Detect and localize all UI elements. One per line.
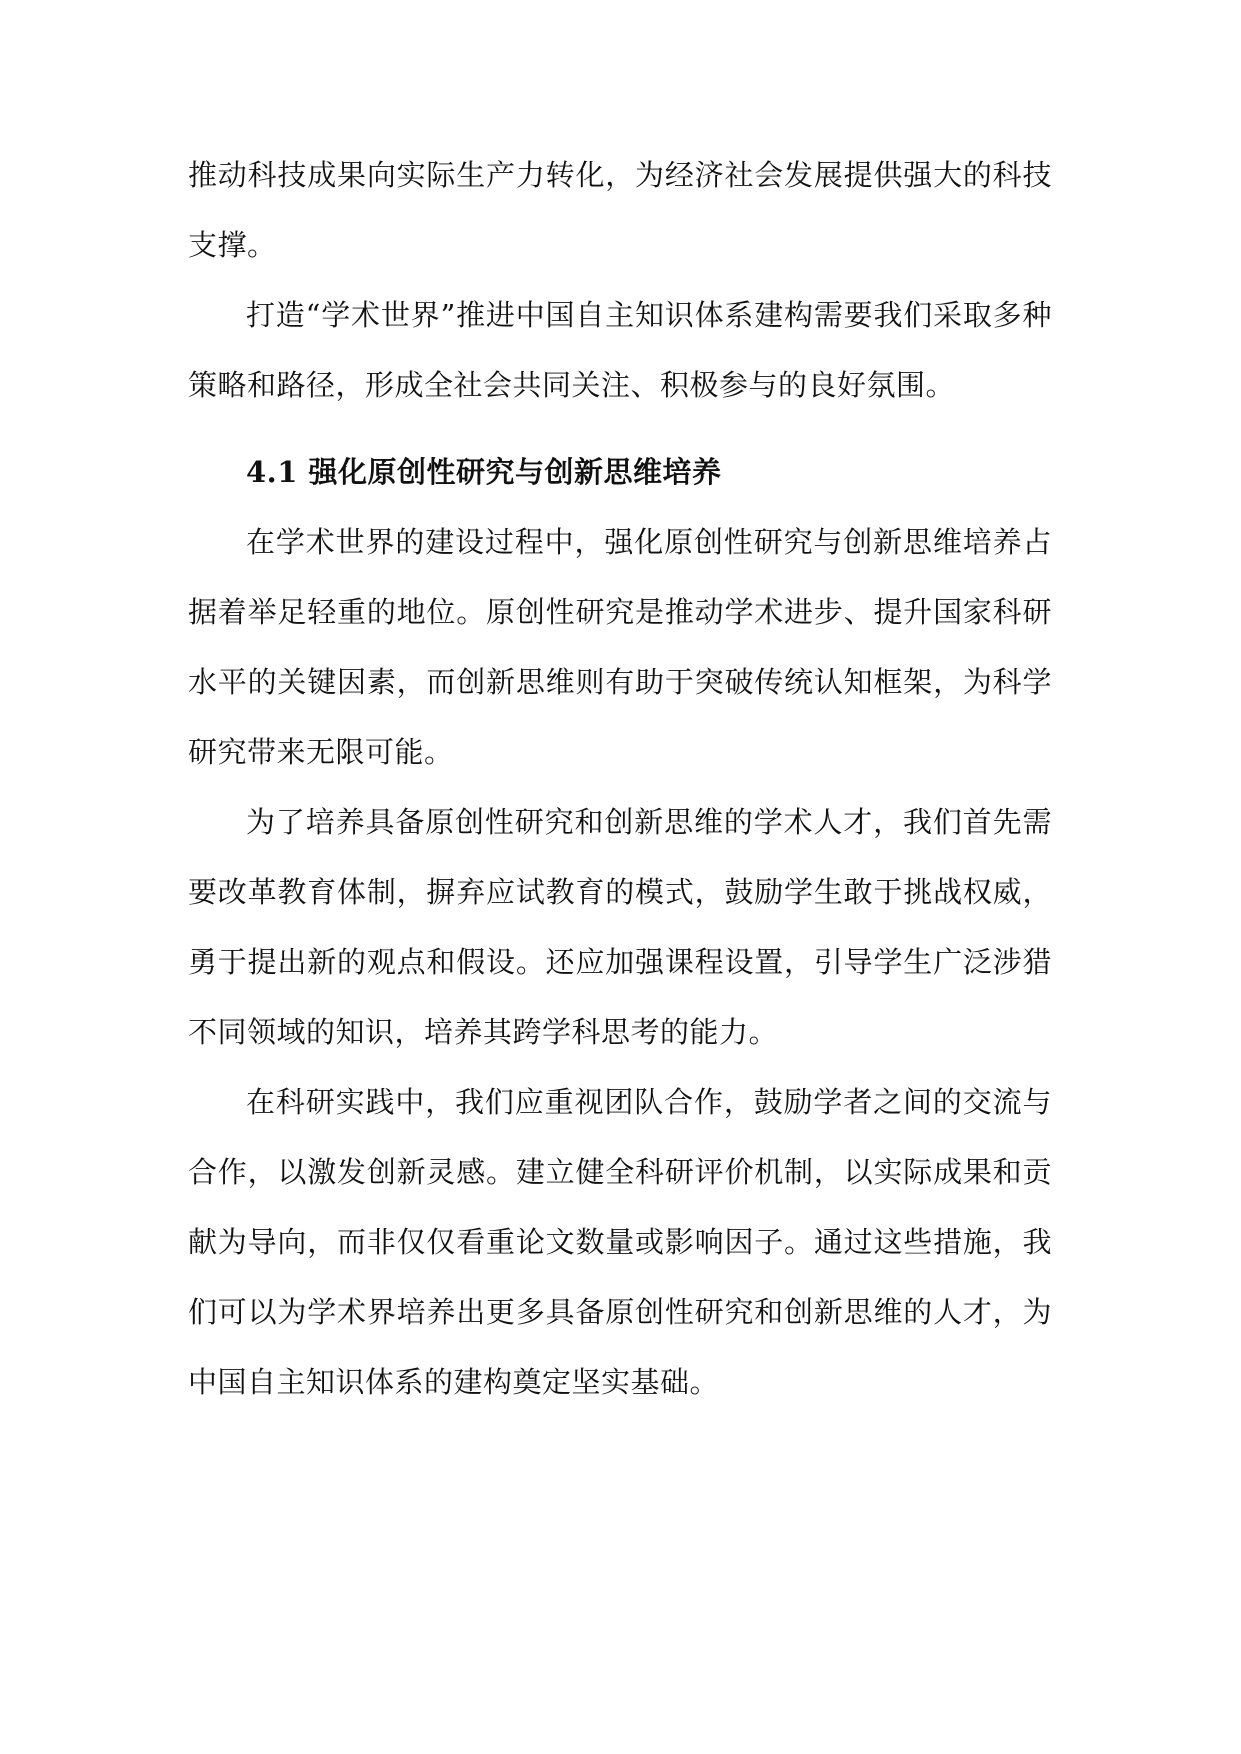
paragraph-section-1: 在学术世界的建设过程中，强化原创性研究与创新思维培养占据着举足轻重的地位。原创性研究是推动学术进步、提升国家科研水平的关键因素，而创新思维则有助于突破传统认知框架，为科学研究带来无限可能。 [188, 525, 1052, 769]
paragraph-section-3: 在科研实践中，我们应重视团队合作，鼓励学者之间的交流与合作，以激发创新灵感。建立健全科研评价机制，以实际成果和贡献为导向，而非仅仅看重论文数量或影响因子。通过这些措施，我们可以为学术界培养出更多具备原创性研究和创新思维的人才，为中国自主知识体系的建构奠定坚实基础。 [188, 1085, 1052, 1399]
paragraph-intro: 打造“学术世界”推进中国自主知识体系建构需要我们采取多种策略和路径，形成全社会共同关注、积极参与的良好氛围。 [188, 298, 1052, 402]
body-text [188, 140, 1052, 1417]
section-heading: 4.1 强化原创性研究与创新思维培养 [246, 455, 722, 489]
paragraph-section-2: 为了培养具备原创性研究和创新思维的学术人才，我们首先需要改革教育体制，摒弃应试教育的模式，鼓励学生敢于挑战权威，勇于提出新的观点和假设。还应加强课程设置，引导学生广泛涉猎不同领域的知识，培养其跨学科思考的能力。 [188, 805, 1052, 1049]
paragraph-continuation: 推动科技成果向实际生产力转化，为经济社会发展提供强大的科技支撑。 [188, 158, 1052, 262]
